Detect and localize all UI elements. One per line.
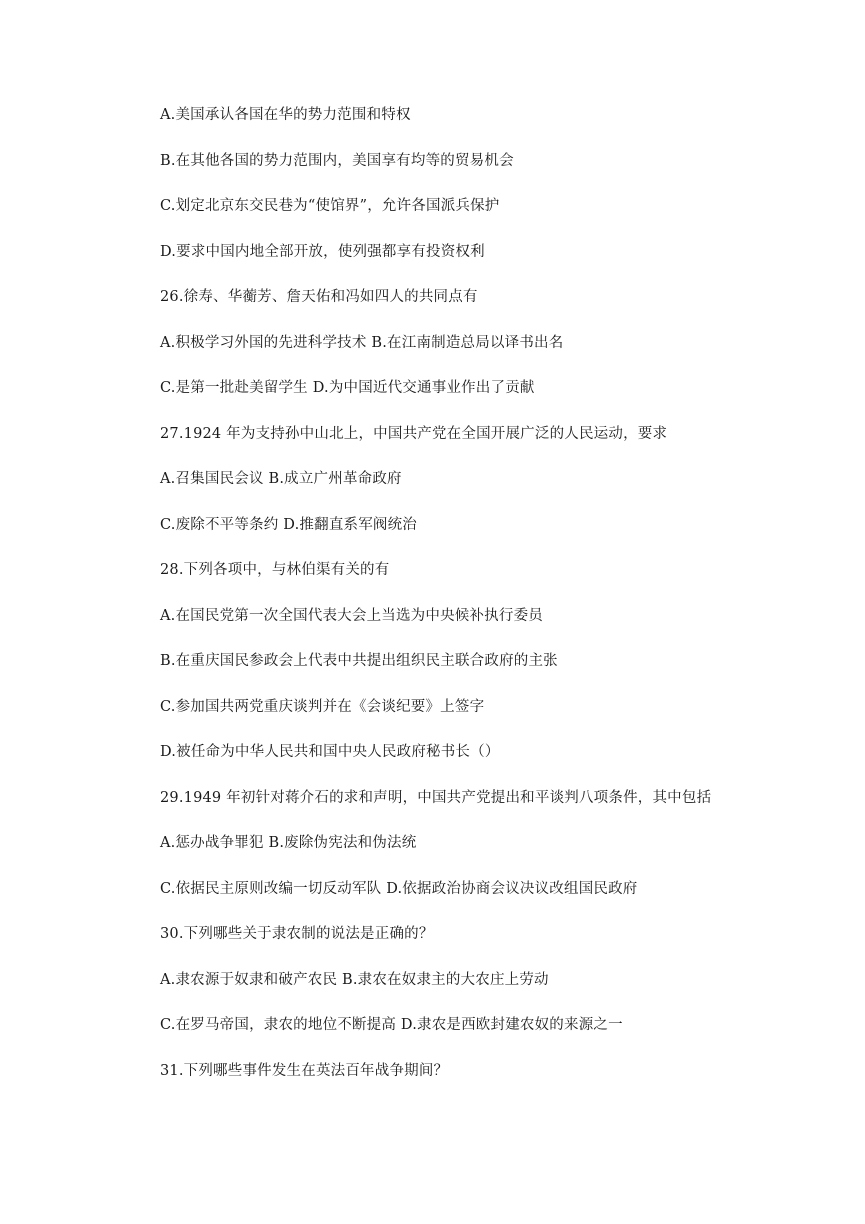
question-27: 27.1924 年为支持孙中山北上，中国共产党在全国开展广泛的人民运动，要求 bbox=[160, 426, 668, 442]
options-26-ab: A.积极学习外国的先进科学技术 B.在江南制造总局以译书出名 bbox=[160, 335, 564, 351]
option-25c: C.划定北京东交民巷为“使馆界”，允许各国派兵保护 bbox=[160, 198, 500, 214]
option-25a: A.美国承认各国在华的势力范围和特权 bbox=[160, 107, 411, 123]
question-29: 29.1949 年初针对蒋介石的求和声明，中国共产党提出和平谈判八项条件，其中包括 bbox=[160, 790, 712, 806]
question-26: 26.徐寿、华蘅芳、詹天佑和冯如四人的共同点有 bbox=[160, 289, 478, 305]
option-28b: B.在重庆国民参政会上代表中共提出组织民主联合政府的主张 bbox=[160, 653, 558, 669]
option-28d: D.被任命为中华人民共和国中央人民政府秘书长（） bbox=[160, 744, 500, 760]
options-30-cd: C.在罗马帝国，隶农的地位不断提高 D.隶农是西欧封建农奴的来源之一 bbox=[160, 1017, 623, 1033]
options-29-cd: C.依据民主原则改编一切反动军队 D.依据政治协商会议决议改组国民政府 bbox=[160, 881, 638, 897]
option-25d: D.要求中国内地全部开放，使列强都享有投资权利 bbox=[160, 244, 485, 260]
option-28a: A.在国民党第一次全国代表大会上当选为中央候补执行委员 bbox=[160, 608, 543, 624]
options-27-ab: A.召集国民会议 B.成立广州革命政府 bbox=[160, 471, 402, 487]
question-28: 28.下列各项中，与林伯渠有关的有 bbox=[160, 562, 390, 578]
options-29-ab: A.惩办战争罪犯 B.废除伪宪法和伪法统 bbox=[160, 835, 417, 851]
options-30-ab: A.隶农源于奴隶和破产农民 B.隶农在奴隶主的大农庄上劳动 bbox=[160, 972, 549, 988]
options-26-cd: C.是第一批赴美留学生 D.为中国近代交通事业作出了贡献 bbox=[160, 380, 535, 396]
option-28c: C.参加国共两党重庆谈判并在《会谈纪要》上签字 bbox=[160, 699, 485, 715]
question-30: 30.下列哪些关于隶农制的说法是正确的？ bbox=[160, 926, 434, 942]
options-27-cd: C.废除不平等条约 D.推翻直系军阀统治 bbox=[160, 517, 418, 533]
option-25b: B.在其他各国的势力范围内，美国享有均等的贸易机会 bbox=[160, 153, 514, 169]
question-31: 31.下列哪些事件发生在英法百年战争期间？ bbox=[160, 1063, 449, 1079]
